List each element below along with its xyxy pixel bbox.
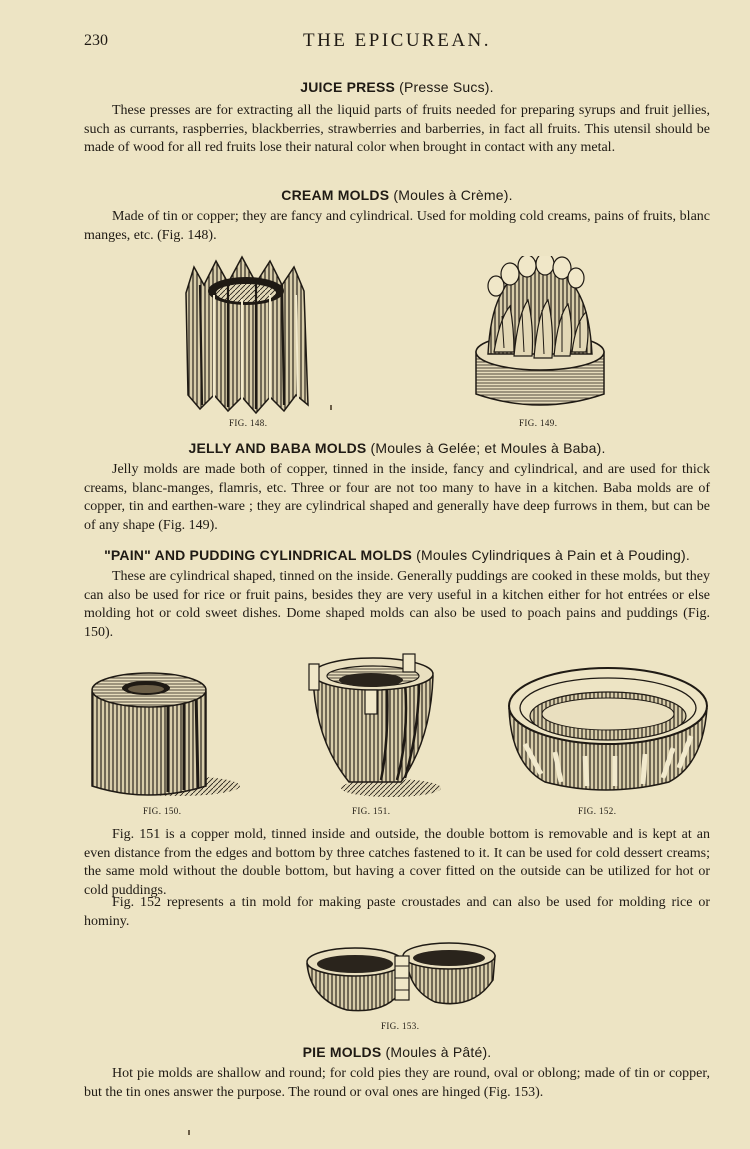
paragraph-jelly-baba-molds bbox=[84, 461, 710, 535]
paragraph-text: Fig. 151 is a copper mold, tinned inside and outside, the double bottom is removable and is kept at an even distance from the edges and bottom by three catches fastened to it. It can be used for cold dessert creams; the same mold without the double bottom, but having a cover fitted on the outside can be utilized for hot or cold puddings. bbox=[84, 827, 710, 898]
figure-151-caption: FIG. 151. bbox=[352, 806, 391, 816]
heading-text: PIE MOLDS bbox=[302, 1044, 382, 1060]
figure-149-illustration bbox=[470, 256, 610, 412]
paragraph-text: These presses are for extracting all the liquid parts of fruits needed for preparing syrups and fruit jellies, such as currants, raspberries, blackberries, strawberries and barberries, in fact all fruits. This utensil should be made of wood for all red fruits lose their natural color when brought in contact with any metal. bbox=[84, 103, 710, 155]
figure-149-caption: FIG. 149. bbox=[519, 418, 558, 428]
figure-152-caption: FIG. 152. bbox=[578, 806, 617, 816]
figure-150-illustration bbox=[88, 668, 248, 802]
paragraph-text: Made of tin or copper; they are fancy and cylindrical. Used for molding cold creams, pains of fruits, blanc manges, etc. (Fig. 148). bbox=[84, 209, 710, 243]
heading-french: (Moules Cylindriques à Pain et à Pouding). bbox=[416, 547, 690, 563]
heading-french: (Presse Sucs). bbox=[399, 79, 494, 95]
book-title: THE EPICUREAN. bbox=[302, 30, 492, 51]
heading-text: JUICE PRESS bbox=[300, 79, 396, 95]
heading-text: CREAM MOLDS bbox=[281, 187, 390, 203]
paragraph-fig-152 bbox=[84, 894, 710, 931]
paragraph-text: Hot pie molds are shallow and round; for cold pies they are round, oval or oblong; made of tin or copper, but the tin ones answer the purpose. The round or oval ones are hinged (Fig. 153). bbox=[84, 1066, 710, 1100]
running-head bbox=[84, 30, 710, 54]
heading-french: (Moules à Crème). bbox=[393, 187, 513, 203]
heading-french: (Moules à Pâté). bbox=[385, 1044, 492, 1060]
section-heading-pain-pudding-molds bbox=[84, 547, 710, 563]
figure-153-caption: FIG. 153. bbox=[381, 1021, 420, 1031]
figure-148-illustration bbox=[180, 255, 320, 415]
heading-text: JELLY AND BABA MOLDS bbox=[188, 440, 367, 456]
page-number: 230 bbox=[84, 32, 108, 49]
print-speck bbox=[330, 405, 332, 410]
paragraph-fig-151 bbox=[84, 826, 710, 900]
section-heading-juice-press bbox=[84, 79, 710, 95]
paragraph-pain-pudding-molds bbox=[84, 568, 710, 642]
heading-french: (Moules à Gelée; et Moules à Baba). bbox=[370, 440, 606, 456]
figure-151-illustration bbox=[305, 650, 445, 800]
section-heading-cream-molds bbox=[84, 187, 710, 203]
section-heading-pie-molds bbox=[84, 1044, 710, 1060]
paragraph-text: Jelly molds are made both of copper, tinned in the inside, fancy and cylindrical, and are used for thick creams, blanc-manges, flamris, etc. Three or four are not too many to have in a kitchen. Baba molds are of copper, tin and earthen-ware ; they are cylindrical shaped and generally have deep furrows in them, but can be of any shape (Fig. 149). bbox=[84, 462, 710, 533]
paragraph-juice-press bbox=[84, 102, 710, 158]
paragraph-pie-molds bbox=[84, 1065, 710, 1102]
figure-152-illustration bbox=[505, 664, 711, 796]
paragraph-text: These are cylindrical shaped, tinned on the inside. Generally puddings are cooked in these molds, but they can also be used for rice or fruit pains, besides they are very useful in a kitchen either for hot entrées or else molding hot or cold sweet dishes. Dome shaped molds can also be used to poach pains and puddings (Fig. 150). bbox=[84, 569, 710, 640]
figure-148-caption: FIG. 148. bbox=[229, 418, 268, 428]
figure-150-caption: FIG. 150. bbox=[143, 806, 182, 816]
section-heading-jelly-baba-molds bbox=[84, 440, 710, 456]
figure-153-illustration bbox=[303, 934, 499, 1018]
paragraph-text: Fig. 152 represents a tin mold for making paste croustades and can also be used for molding rice or hominy. bbox=[84, 895, 710, 929]
print-speck bbox=[188, 1130, 190, 1135]
heading-text: "PAIN" AND PUDDING CYLINDRICAL MOLDS bbox=[104, 547, 413, 563]
paragraph-cream-molds bbox=[84, 208, 710, 245]
